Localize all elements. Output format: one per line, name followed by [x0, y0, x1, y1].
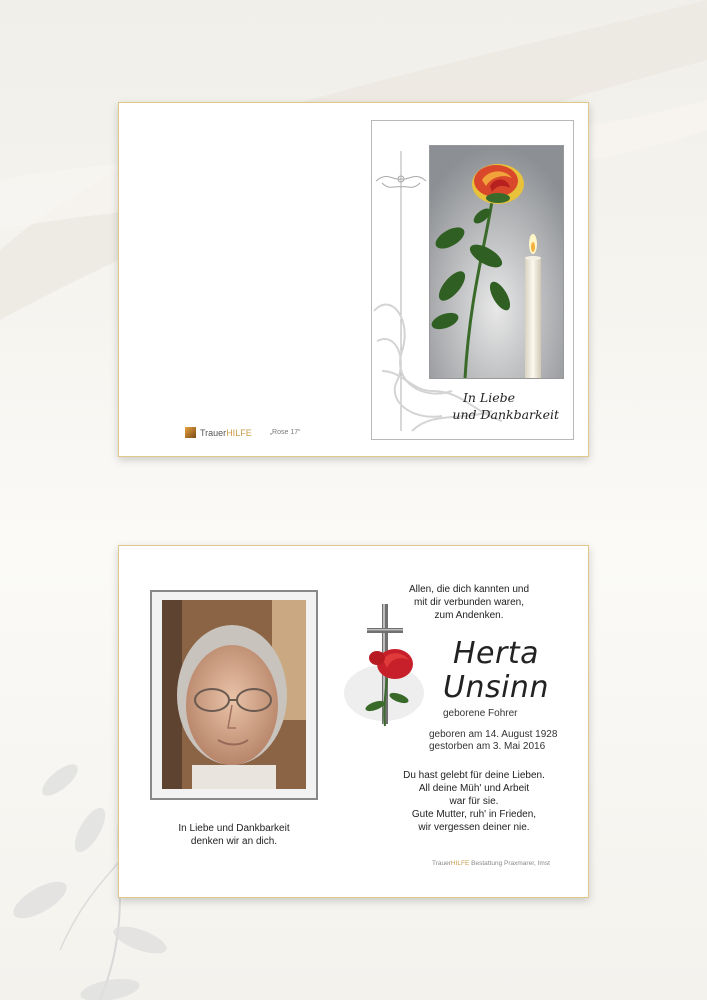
card-inner-page — [118, 545, 589, 898]
poem-line: wir vergessen deiner nie. — [418, 822, 530, 833]
rose-icon — [472, 164, 524, 204]
death-date: gestorben am 3. Mai 2016 — [429, 741, 546, 752]
memorial-poem — [399, 769, 549, 834]
brand-hilfe: HILFE — [226, 427, 252, 438]
brand-trauer: Trauer — [200, 427, 227, 438]
poem-line: war für sie. — [449, 796, 499, 807]
verse-line: Allen, die dich kannten und — [408, 584, 530, 595]
footer-brand — [432, 860, 550, 867]
cover-title-line2: und Dankbarkeit — [452, 407, 559, 422]
model-name: „Rose 17“ — [269, 429, 301, 436]
first-name: Herta — [453, 636, 539, 671]
poem-line: Du hast gelebt für deine Lieben. — [403, 770, 545, 781]
footer-company: Bestattung Praxmarer, Imst — [469, 860, 550, 867]
caption-line: In Liebe und Dankbarkeit — [178, 823, 290, 834]
poem-line: Gute Mutter, ruh' in Frieden, — [411, 809, 537, 820]
footer-trauer: Trauer — [432, 860, 451, 867]
portrait-photo — [162, 600, 306, 789]
poem-line: All deine Müh' und Arbeit — [418, 783, 530, 794]
portrait-caption — [150, 822, 318, 848]
trauerhilfe-logo-icon — [185, 427, 196, 438]
footer-hilfe: HILFE — [450, 860, 470, 867]
cover-title-line1: In Liebe — [462, 390, 515, 405]
card-front-cover — [118, 102, 589, 457]
maiden-name: geborene Fohrer — [443, 708, 518, 719]
birth-date: geboren am 14. August 1928 — [429, 729, 558, 740]
caption-line: denken wir an dich. — [190, 836, 278, 847]
verse-line: mit dir verbunden waren, — [413, 597, 525, 608]
verse-line: zum Andenken. — [434, 610, 504, 621]
last-name: Unsinn — [443, 670, 549, 705]
rose-candle-photo — [429, 145, 564, 379]
cover-frame — [371, 120, 574, 440]
portrait-frame — [150, 590, 318, 800]
brand-label — [185, 427, 300, 438]
dedication-verse — [379, 583, 559, 622]
